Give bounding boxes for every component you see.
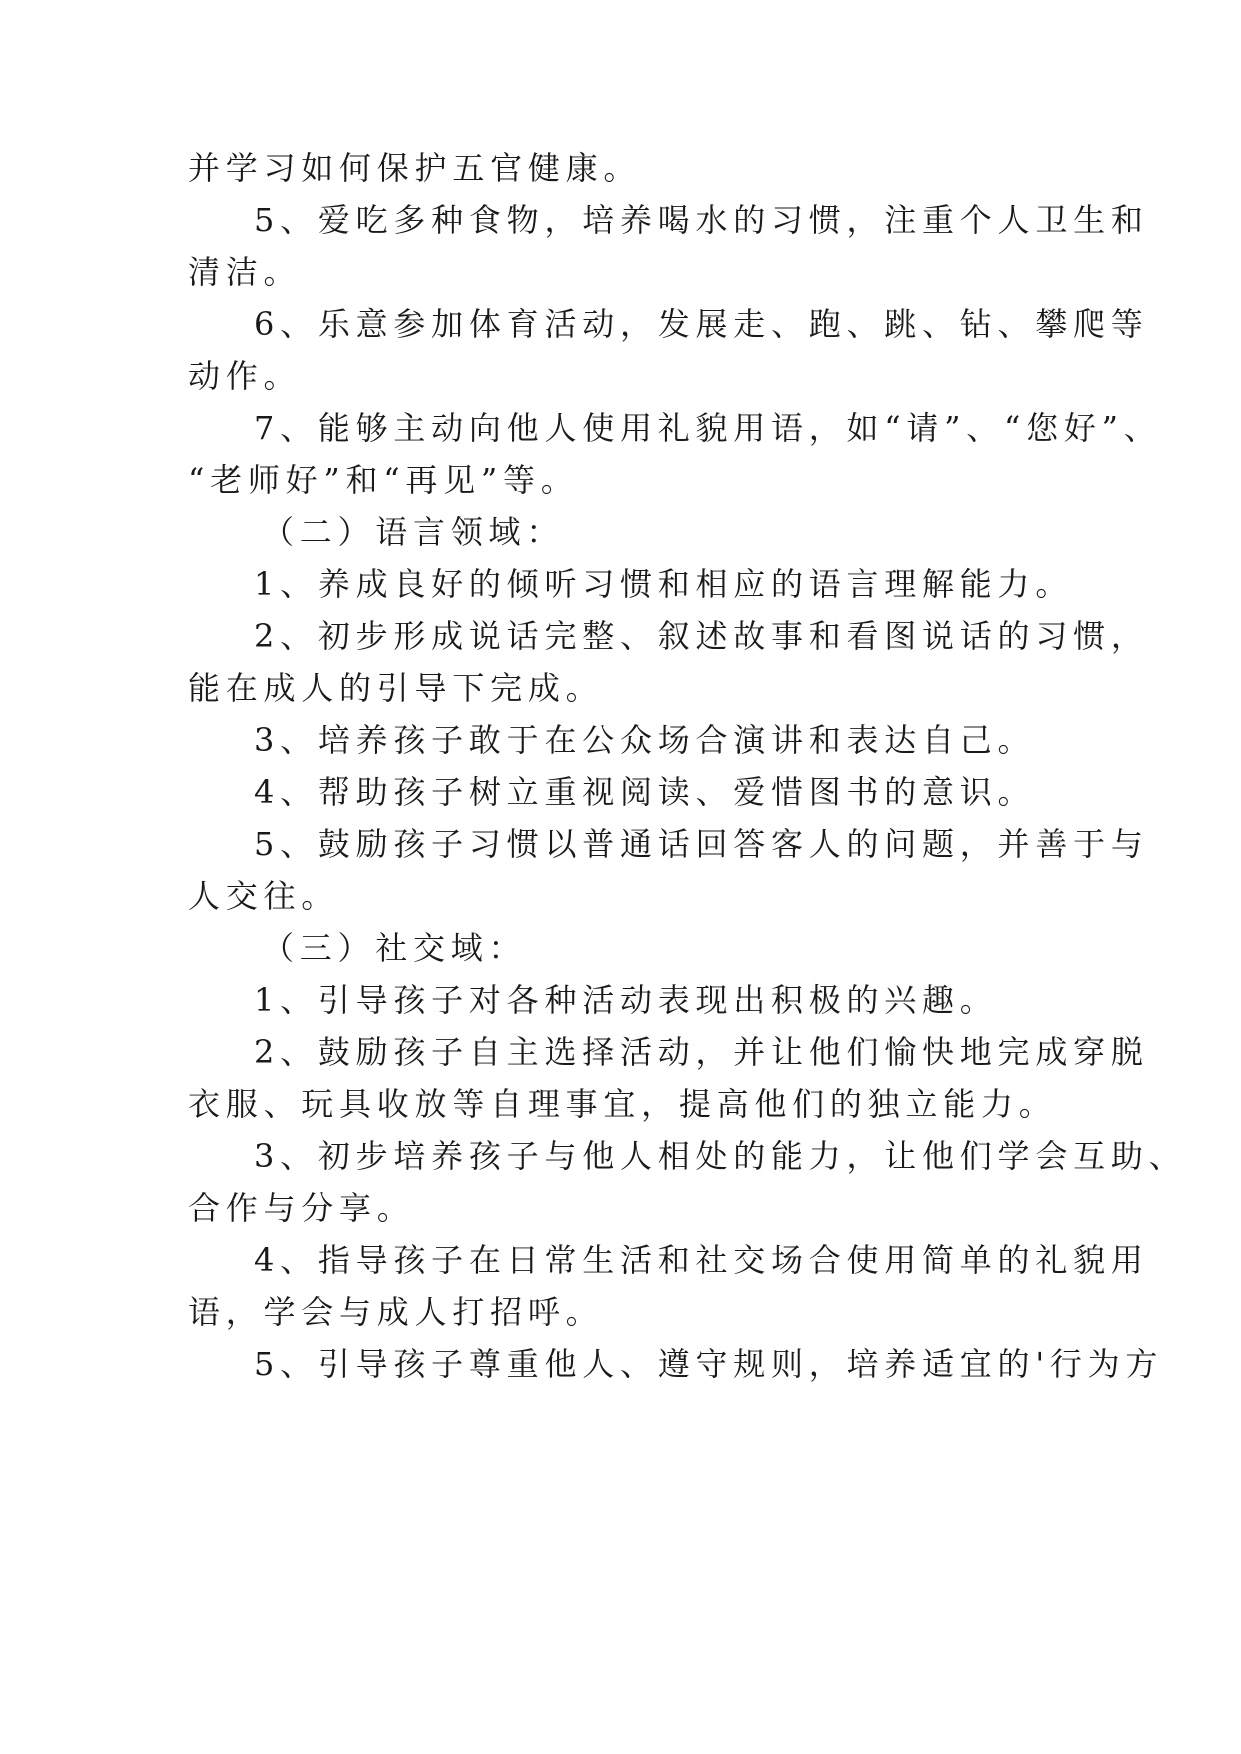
text-line: 3、培养孩子敢于在公众场合演讲和表达自己。 — [254, 721, 1036, 759]
text-line: 5、引导孩子尊重他人、遵守规则，培养适宜的'行为方 — [254, 1345, 1164, 1383]
text-line: 1、引导孩子对各种活动表现出积极的兴趣。 — [254, 981, 998, 1019]
text-line: 2、初步形成说话完整、叙述故事和看图说话的习惯， — [254, 617, 1149, 655]
text-line: 4、指导孩子在日常生活和社交场合使用简单的礼貌用 — [254, 1241, 1149, 1279]
text-line: 3、初步培养孩子与他人相处的能力，让他们学会互助、 — [254, 1137, 1187, 1175]
text-line: 并学习如何保护五官健康。 — [188, 149, 642, 187]
text-line: 1、养成良好的倾听习惯和相应的语言理解能力。 — [254, 565, 1074, 603]
section-heading: （三）社交域： — [262, 929, 527, 967]
text-line: 4、帮助孩子树立重视阅读、爱惜图书的意识。 — [254, 773, 1036, 811]
section-heading: （二）语言领域： — [262, 513, 565, 551]
text-line: 合作与分享。 — [188, 1189, 415, 1227]
text-line: 5、爱吃多种食物，培养喝水的习惯，注重个人卫生和 — [254, 201, 1149, 239]
text-line: 动作。 — [188, 357, 302, 395]
text-line: 衣服、玩具收放等自理事宜，提高他们的独立能力。 — [188, 1085, 1057, 1123]
text-line: 2、鼓励孩子自主选择活动，并让他们愉快地完成穿脱 — [254, 1033, 1149, 1071]
text-line: 人交往。 — [188, 877, 340, 915]
text-line: 清洁。 — [188, 253, 302, 291]
text-line: 6、乐意参加体育活动，发展走、跑、跳、钻、攀爬等 — [254, 305, 1149, 343]
text-line: 5、鼓励孩子习惯以普通话回答客人的问题，并善于与 — [254, 825, 1149, 863]
text-line: “老师好”和“再见”等。 — [188, 461, 579, 499]
text-line: 语，学会与成人打招呼。 — [188, 1293, 604, 1331]
text-line: 7、能够主动向他人使用礼貌用语，如“请”、“您好”、 — [254, 409, 1162, 447]
text-line: 能在成人的引导下完成。 — [188, 669, 604, 707]
